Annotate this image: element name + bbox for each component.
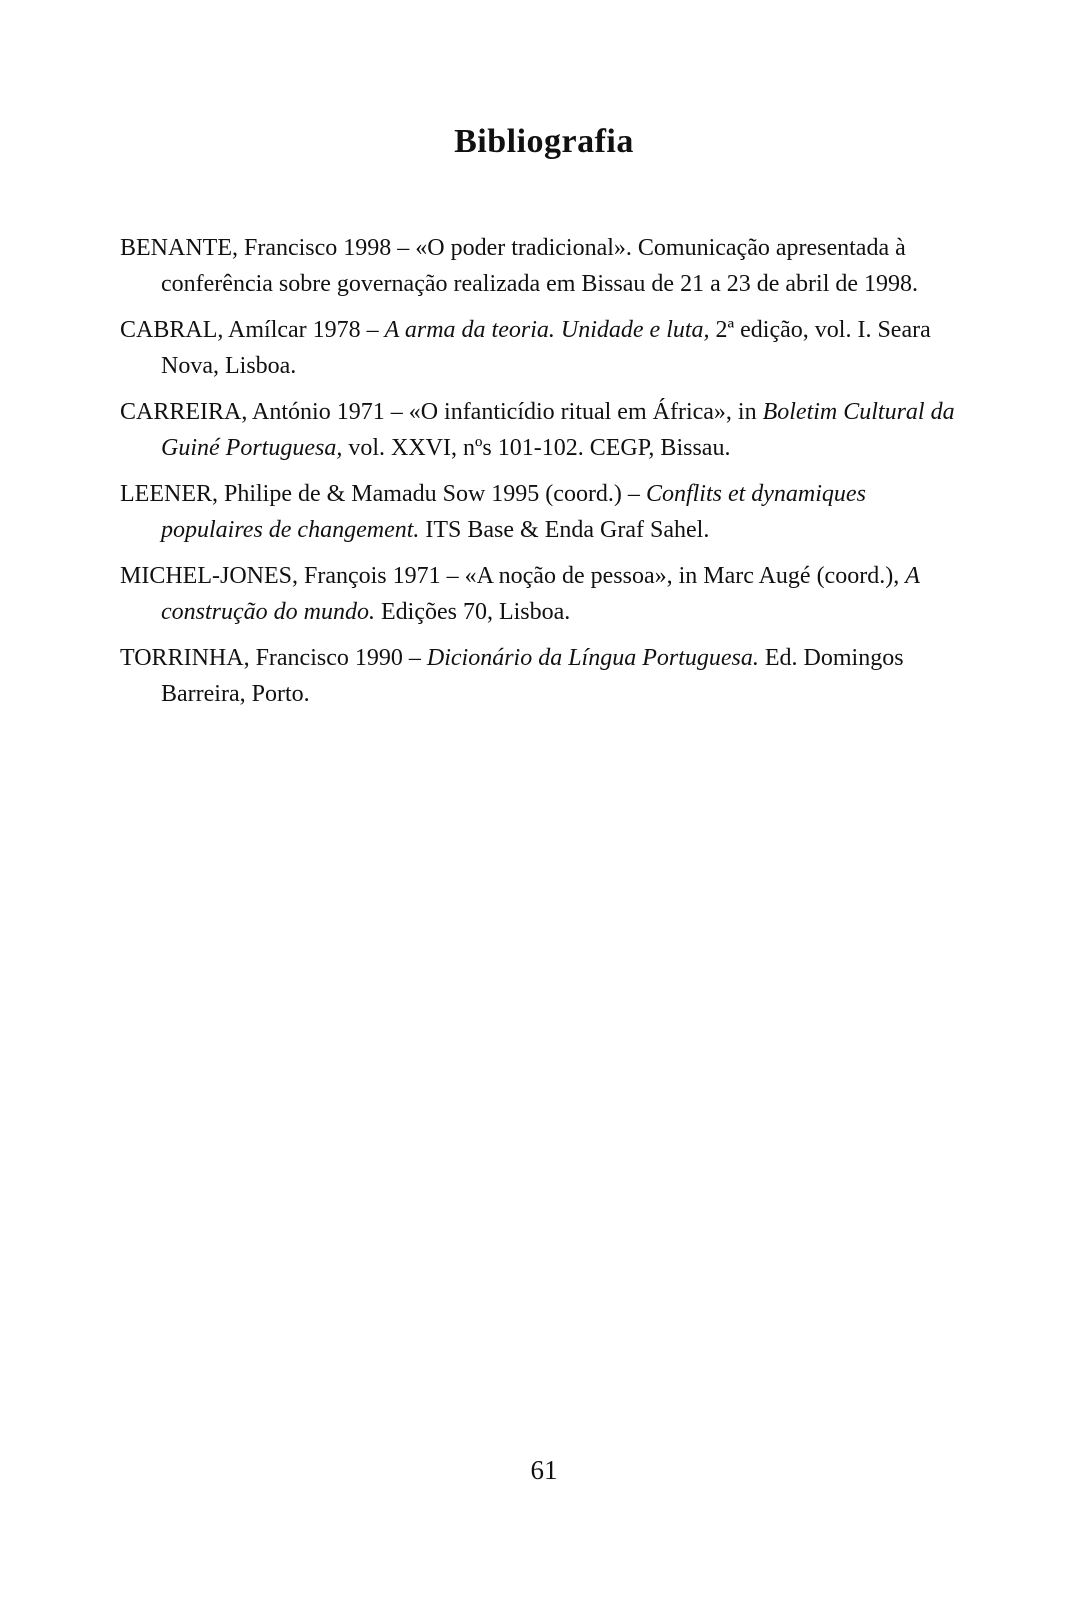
bibliography-entry-cabral	[120, 312, 972, 384]
bibliography-entry-carreira	[120, 394, 972, 466]
entry-title: Conflits et dynamiques populaires de changement.	[161, 481, 866, 543]
bibliography-entry-benante	[120, 230, 972, 302]
bibliography-entry-torrinha	[120, 640, 972, 712]
page-number: 61	[530, 1455, 558, 1485]
entry-text: CARREIRA, António 1971 – «O infanticídio ritual em África», in	[120, 399, 763, 425]
entry-text: Ed. Domingos Barreira, Porto.	[161, 645, 904, 707]
entry-title: A arma da teoria. Unidade e luta,	[384, 317, 710, 343]
entry-text: ITS Base & Enda Graf Sahel.	[419, 517, 710, 543]
entry-text: LEENER, Philipe de & Mamadu Sow 1995 (coord.) –	[120, 481, 646, 507]
entry-title: Dicionário da Língua Portuguesa.	[426, 645, 759, 671]
entry-title: A construção do mundo.	[161, 563, 920, 625]
entry-text: TORRINHA, Francisco 1990 –	[120, 645, 427, 671]
page-title: Bibliografia	[454, 122, 634, 160]
bibliography-entry-leener	[120, 476, 972, 548]
bibliography-list	[120, 230, 972, 722]
entry-text: Edições 70, Lisboa.	[374, 599, 571, 625]
entry-text: CABRAL, Amílcar 1978 –	[120, 317, 385, 343]
entry-text: BENANTE, Francisco 1998 – «O poder tradicional». Comunicação apresentada à conferência sobre governação realizada em Bissau de 21 a 23 de abril de 1998.	[120, 235, 919, 297]
entry-text: MICHEL-JONES, François 1971 – «A noção de pessoa», in Marc Augé (coord.),	[120, 563, 906, 589]
entry-title: Boletim Cultural da Guiné Portuguesa,	[161, 399, 955, 461]
entry-text: vol. XXVI, nºs 101-102. CEGP, Bissau.	[342, 435, 731, 461]
bibliography-entry-michel-jones	[120, 558, 972, 630]
entry-text: 2ª edição, vol. I. Seara Nova, Lisboa.	[161, 317, 931, 379]
